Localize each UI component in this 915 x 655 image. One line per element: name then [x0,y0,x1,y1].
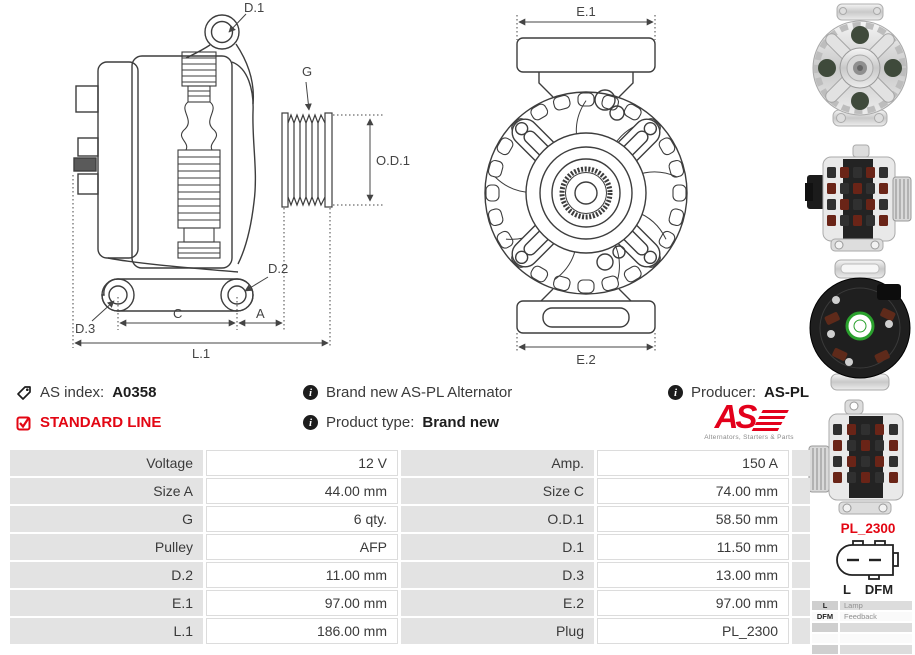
front-view-technical-drawing [455,5,725,375]
table-row [10,450,810,476]
legend-key [812,634,838,643]
spec-label: Size A [10,478,203,504]
dim-label-e2: E.2 [576,352,596,367]
dim-label-c: C [173,306,183,321]
dim-label-a: A [256,306,265,321]
spec-label: Size C [401,478,594,504]
legend-row [812,645,912,654]
brand-new-text: Brand new AS-PL Alternator [326,384,513,401]
spec-value: 12 V [206,450,398,476]
dim-label-d3: D.3 [75,321,96,336]
info-icon: i [303,415,318,430]
spec-filler [792,590,810,616]
spec-label: Pulley [10,534,203,560]
plug-legend [812,601,912,654]
spec-value: AFP [206,534,398,560]
spec-filler [792,506,810,532]
plug-name: PL_2300 [840,521,896,536]
spec-label: D.1 [401,534,594,560]
spec-label: L.1 [10,618,203,644]
product-photo-side-left[interactable] [805,398,915,518]
logo-stripes [752,410,790,432]
info-icon: i [668,385,683,400]
spec-label: G [10,506,203,532]
spec-label: Amp. [401,450,594,476]
logo-tagline: Alternators, Starters & Parts [704,434,794,441]
spec-label: D.3 [401,562,594,588]
spec-value: PL_2300 [597,618,789,644]
legend-key [812,645,838,654]
spec-filler [792,534,810,560]
product-type-row [303,414,499,431]
table-row [10,562,810,588]
dim-label-l1: L.1 [192,346,211,361]
spec-value: 186.00 mm [206,618,398,644]
legend-row [812,623,912,632]
product-photo-front[interactable] [805,2,915,130]
legend-key [812,623,838,632]
standard-line-badge: STANDARD LINE [40,414,162,431]
spec-value: 74.00 mm [597,478,789,504]
dim-label-d2: D.2 [268,261,289,276]
spec-label: E.1 [10,590,203,616]
table-row [10,618,810,644]
legend-desc [840,623,912,632]
legend-row [812,612,912,621]
dim-label-g: G [302,64,313,79]
product-photo-side-right[interactable] [805,143,915,255]
pin-label-dfm: DFM [864,582,894,597]
spec-value: 11.00 mm [206,562,398,588]
spec-value: 150 A [597,450,789,476]
legend-key: DFM [812,612,838,621]
spec-value: 6 qty. [206,506,398,532]
brand-new-row [303,384,512,401]
spec-value: 97.00 mm [206,590,398,616]
as-pl-logo [700,398,798,448]
pin-label-l: L [842,582,851,597]
spec-table [10,450,810,644]
table-row [10,590,810,616]
logo-wordmark: AS [714,398,755,435]
as-index-row [16,384,156,401]
legend-desc [840,645,912,654]
dim-label-e1: E.1 [576,5,596,19]
legend-row [812,601,912,610]
spec-label: D.2 [10,562,203,588]
spec-filler [792,478,810,504]
spec-label: O.D.1 [401,506,594,532]
legend-desc: Feedback [840,612,912,621]
spec-label: E.2 [401,590,594,616]
producer-label: Producer: [691,384,757,401]
plug-pin-labels [828,582,908,597]
spec-label: Voltage [10,450,203,476]
info-icon: i [303,385,318,400]
spec-filler [792,562,810,588]
spec-label: Plug [401,618,594,644]
spec-value: 97.00 mm [597,590,789,616]
spec-value: 13.00 mm [597,562,789,588]
legend-key: L [812,601,838,610]
plug-diagram [828,537,908,583]
checkbox-icon [16,415,32,431]
dim-label-d1: D.1 [244,0,265,15]
product-type-value: Brand new [422,414,500,431]
spec-value: 11.50 mm [597,534,789,560]
table-row [10,534,810,560]
standard-line-row [16,414,161,431]
table-row [10,506,810,532]
as-index-label: AS index: [40,384,105,401]
spec-value: 44.00 mm [206,478,398,504]
spec-filler [792,618,810,644]
legend-desc: Lamp [840,601,912,610]
legend-desc [840,634,912,643]
table-row [10,478,810,504]
producer-value: AS-PL [764,384,810,401]
spec-filler [792,450,810,476]
legend-row [812,634,912,643]
tag-icon [16,385,32,401]
spec-value: 58.50 mm [597,506,789,532]
as-index-value: A0358 [112,384,157,401]
side-view-technical-drawing [20,0,460,368]
product-type-label: Product type: [326,414,415,431]
dim-label-od1: O.D.1 [376,153,410,168]
product-photo-rear[interactable] [805,258,915,392]
